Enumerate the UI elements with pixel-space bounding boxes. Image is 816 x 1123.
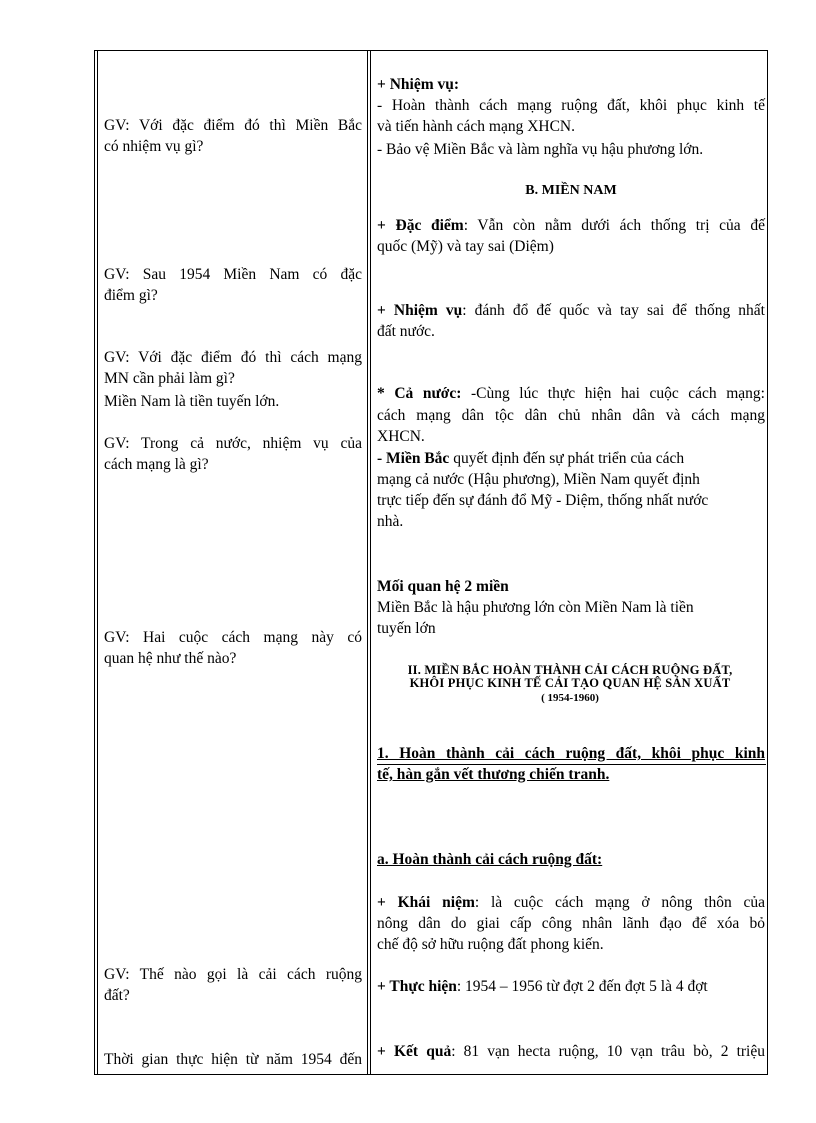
nhiem-vu-mn-label: + Nhiệm vụ — [377, 302, 463, 319]
ca-nuoc-line-2: cách mạng dân tộc dân chủ nhân dân và cách mạng — [377, 407, 765, 424]
khai-niem-label: + Khái niệm — [377, 894, 475, 911]
question-4-line-1: GV: Trong cả nước, nhiệm vụ của — [104, 435, 362, 452]
ket-qua-line-1 — [377, 1041, 765, 1062]
subsection-1-line-1: 1. Hoàn thành cải cách ruộng đất, khôi phục kinh — [377, 745, 765, 762]
mien-bac-line-1 — [377, 448, 765, 469]
table-bottom-border — [94, 1074, 768, 1075]
khai-niem-line-2: nông dân do giai cấp công nhân lãnh đạo để xóa bỏ — [377, 915, 765, 932]
subsection-1-line-2: tế, hàn gắn vết thương chiến tranh. — [377, 766, 610, 783]
ket-qua-label: + Kết quả — [377, 1043, 452, 1060]
table-right-border — [767, 50, 768, 1075]
question-5-line-2: quan hệ như thế nào? — [104, 650, 237, 667]
nhiem-vu-line-2: và tiến hành cách mạng XHCN. — [377, 118, 575, 135]
column-divider — [367, 50, 368, 1075]
subsection-1-underline — [377, 764, 766, 765]
thuc-hien-text: : 1954 – 1956 từ đợt 2 đến đợt 5 là 4 đợt — [456, 978, 708, 995]
nhiem-vu-heading: + Nhiệm vụ: — [377, 76, 460, 93]
mien-bac-line-4: nhà. — [377, 513, 404, 530]
ket-qua-text: : 81 vạn hecta ruộng, 10 vạn trâu bò, 2 triệu — [451, 1043, 765, 1060]
dac-diem-text: : Vẫn còn nằm dưới ách thống trị của đế — [463, 217, 765, 234]
mien-nam-heading: B. MIỀN NAM — [525, 183, 617, 198]
mien-bac-line-2: mạng cả nước (Hậu phương), Miền Nam quyết định — [377, 471, 700, 488]
section-2-heading-years: ( 1954-1960) — [541, 692, 599, 704]
khai-niem-line-1 — [377, 892, 765, 913]
question-6-line-2: đất? — [104, 987, 130, 1004]
table-left-border — [94, 50, 95, 1075]
quan-he-heading: Mối quan hệ 2 miền — [377, 578, 509, 595]
mien-bac-label: - Miền Bắc — [377, 450, 450, 467]
ca-nuoc-label: * Cả nước: — [377, 385, 462, 402]
nhiem-vu-mn-line-1 — [377, 300, 765, 321]
question-3-line-3: Miền Nam là tiền tuyến lớn. — [104, 393, 280, 410]
ca-nuoc-line-3: XHCN. — [377, 428, 425, 445]
question-3-line-2: MN cần phải làm gì? — [104, 370, 235, 387]
nhiem-vu-mn-line-2: đất nước. — [377, 323, 435, 340]
table-top-border — [94, 50, 768, 51]
thuc-hien-line-1 — [377, 976, 765, 997]
dac-diem-label: + Đặc điểm — [377, 217, 464, 234]
section-2-heading-line-1: II. MIỀN BẮC HOÀN THÀNH CẢI CÁCH RUỘNG ĐẤT, — [407, 663, 733, 677]
dac-diem-line-1 — [377, 215, 765, 236]
quan-he-line-2: tuyến lớn — [377, 620, 436, 637]
question-1-line-1: GV: Với đặc điểm đó thì Miền Bắc — [104, 117, 362, 134]
question-5-line-1: GV: Hai cuộc cách mạng này có — [104, 629, 362, 646]
question-2-line-2: điểm gì? — [104, 287, 158, 304]
question-7-line-1: Thời gian thực hiện từ năm 1954 đến — [104, 1051, 362, 1068]
question-6-line-1: GV: Thế nào gọi là cải cách ruộng — [104, 966, 362, 983]
question-1-line-2: có nhiệm vụ gì? — [104, 138, 204, 155]
mien-bac-text: quyết định đến sự phát triển của cách — [449, 450, 685, 467]
thuc-hien-label: + Thực hiện — [377, 978, 457, 995]
section-2-heading-line-2: KHÔI PHỤC KINH TẾ CẢI TẠO QUAN HỆ SẢN XUẤT — [409, 676, 731, 690]
ca-nuoc-text: -Cùng lúc thực hiện hai cuộc cách mạng: — [461, 385, 765, 402]
table-left-border-inner — [97, 50, 98, 1075]
nhiem-vu-line-1: - Hoàn thành cách mạng ruộng đất, khôi phục kinh tế — [377, 97, 765, 114]
khai-niem-line-3: chế độ sở hữu ruộng đất phong kiến. — [377, 936, 604, 953]
khai-niem-text: : là cuộc cách mạng ở nông thôn của — [474, 894, 765, 911]
question-3-line-1: GV: Với đặc điểm đó thì cách mạng — [104, 349, 362, 366]
ca-nuoc-line-1 — [377, 383, 765, 404]
nhiem-vu-line-3: - Bảo vệ Miền Bắc và làm nghĩa vụ hậu phương lớn. — [377, 141, 704, 158]
subsection-a-heading: a. Hoàn thành cải cách ruộng đất: — [377, 851, 603, 868]
mien-bac-line-3: trực tiếp đến sự đánh đổ Mỹ - Diệm, thống nhất nước — [377, 492, 709, 509]
quan-he-line-1: Miền Bắc là hậu phương lớn còn Miền Nam là tiền — [377, 599, 694, 616]
column-divider-inner — [370, 50, 371, 1075]
nhiem-vu-mn-text: : đánh đổ đế quốc và tay sai để thống nhất — [462, 302, 765, 319]
dac-diem-line-2: quốc (Mỹ) và tay sai (Diệm) — [377, 238, 554, 255]
question-4-line-2: cách mạng là gì? — [104, 456, 209, 473]
question-2-line-1: GV: Sau 1954 Miền Nam có đặc — [104, 266, 362, 283]
